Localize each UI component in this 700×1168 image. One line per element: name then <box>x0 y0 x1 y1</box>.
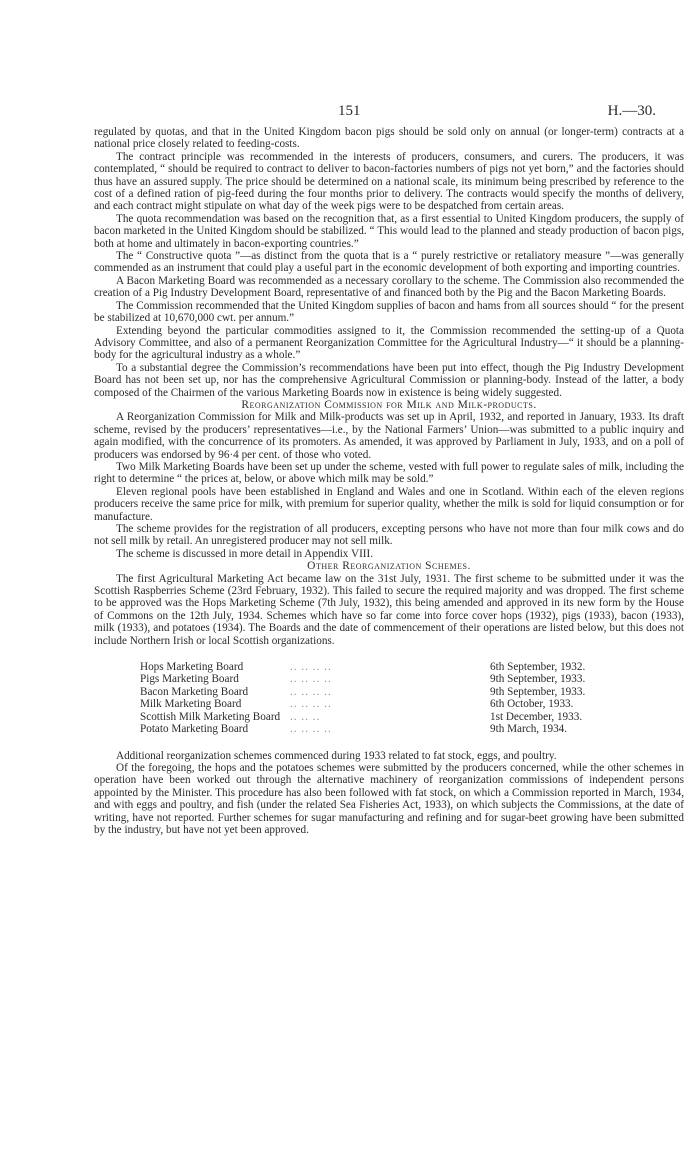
dot-leader: .. .. .. .. <box>290 723 332 736</box>
dot-leader: .. .. .. .. <box>290 673 332 686</box>
table-row <box>140 661 620 673</box>
table-row <box>140 723 620 735</box>
board-name: Bacon Marketing Board <box>140 685 249 698</box>
paragraph: The scheme provides for the registration of all producers, excepting persons who have not more than four milk cows and do not sell milk by retail. An unregistered producer may not sell milk. <box>94 523 684 548</box>
paragraph: The Commission recommended that the United Kingdom supplies of bacon and hams from all sources should “ for the present be stabilized at 10,670,000 cwt. per annum.” <box>94 299 684 325</box>
table-row <box>140 686 620 698</box>
board-date: 1st December, 1933. <box>490 710 583 723</box>
paragraph: The scheme is discussed in more detail in Appendix VIII. <box>116 547 374 560</box>
table-row <box>140 673 620 685</box>
paragraph: Of the foregoing, the hops and the potatoes schemes were submitted by the producers concerned, while the other schemes in operation have been worked out through the alternative machinery of reorganization commissions of independent persons appointed by the Minister. This procedure has also been followed with fat stock, on which a Commission reported in March, 1934, and with eggs and poultry, and fish (under the related Sea Fisheries Act, 1933), on which subjects the Commissions, at the date of writing, have not reported. Further schemes for sugar manufacturing and refining and for sugar-beet growing have been submitted by the industry, but have not yet been approved. <box>94 761 684 836</box>
board-name: Scottish Milk Marketing Board <box>140 710 281 723</box>
board-date: 9th September, 1933. <box>490 673 586 686</box>
dot-leader: .. .. .. .. <box>290 661 332 674</box>
paragraph: A Reorganization Commission for Milk and Milk-products was set up in April, 1932, and reported in January, 1933. Its draft scheme, revised by the producers’ representatives—i.e., by the National Farmers’ Union—was submitted to a public inquiry and again modified, with the concurrence of its promoters. As amended, it was approved by Parliament in July, 1933, and on a poll of producers was endorsed by 96·4 per cent. of those who voted. <box>94 411 684 461</box>
document-reference: H.—30. <box>607 103 656 119</box>
board-date: 9th March, 1934. <box>490 723 568 736</box>
board-name: Milk Marketing Board <box>140 698 242 711</box>
board-name: Potato Marketing Board <box>140 723 249 736</box>
paragraph: Two Milk Marketing Boards have been set up under the scheme, vested with full power to regulate sales of milk, including the right to determine “ the prices at, below, or above which milk may be sold.” <box>94 460 684 486</box>
paragraph: To a substantial degree the Commission’s recommendations have been put into effect, though the Pig Industry Development Board has not been set up, nor has the comprehensive Agricultural Commission or planning-body. Instead of the latter, a body composed of the Chairmen of the various Marketing Boards now in existence is being widely suggested. <box>94 361 684 399</box>
table-row <box>140 698 620 710</box>
board-name: Hops Marketing Board <box>140 661 244 674</box>
page-body <box>94 126 684 836</box>
marketing-boards-table <box>140 661 620 735</box>
board-name: Pigs Marketing Board <box>140 673 239 686</box>
page-number: 151 <box>338 103 361 119</box>
dot-leader: .. .. .. .. <box>290 698 332 711</box>
section-heading-milk: Reorganization Commission for Milk and Milk-products. <box>241 398 537 411</box>
paragraph: The contract principle was recommended in the interests of producers, consumers, and curers. The producers, it was contemplated, “ should be required to contract to deliver to bacon-factories numbers of pigs not yet born,” and the factories should thus have an assured supply. The price should be determined on a national scale, its minimum being prescribed by reference to the cost of a defined ration of pig-feed during the four months prior to delivery. The contracts would specify the months of delivery, and each contract might stipulate on what day of the week pigs were to be despatched from certain areas. <box>94 150 684 213</box>
table-row <box>140 711 620 723</box>
board-date: 6th September, 1932. <box>490 661 586 674</box>
board-date: 9th September, 1933. <box>490 685 586 698</box>
board-date: 6th October, 1933. <box>490 698 574 711</box>
paragraph: The “ Constructive quota ”—as distinct from the quota that is a “ purely restrictive or retaliatory measure ”—was generally commended as an instrument that could play a useful part in the economic development of both exporting and importing countries. <box>94 250 684 275</box>
paragraph: regulated by quotas, and that in the United Kingdom bacon pigs should be sold only on annual (or longer-term) contracts at a national price closely related to feeding-costs. <box>94 126 684 151</box>
paragraph: Eleven regional pools have been established in England and Wales and one in Scotland. Within each of the eleven regions producers receive the same price for milk, with premium for superior quality, whether the milk is sold for liquid consumption or for manufacture. <box>94 485 684 523</box>
paragraph: Extending beyond the particular commodities assigned to it, the Commission recommended the setting-up of a Quota Advisory Committee, and also of a permanent Reorganization Committee for the Agricultural Industry—“ it should be a planning-body for the agricultural industry as a whole.” <box>94 324 684 362</box>
paragraph: A Bacon Marketing Board was recommended as a necessary corollary to the scheme. The Commission also recommended the creation of a Pig Industry Development Board, representative of and financed both by the Pig and the Bacon Marketing Boards. <box>94 274 684 300</box>
section-heading-other-schemes: Other Reorganization Schemes. <box>307 560 471 573</box>
dot-leader: .. .. .. <box>290 710 321 723</box>
paragraph: Additional reorganization schemes commenced during 1933 related to fat stock, eggs, and poultry. <box>116 749 557 762</box>
dot-leader: .. .. .. .. <box>290 685 332 698</box>
paragraph: The quota recommendation was based on the recognition that, as a first essential to United Kingdom producers, the supply of bacon marketed in the United Kingdom should be stabilized. “ This would lead to the planned and steady production of bacon pigs, both at home and ultimately in bacon-exporting countries.” <box>94 212 684 250</box>
paragraph: The first Agricultural Marketing Act became law on the 31st July, 1931. The first scheme to be submitted under it was the Scottish Raspberries Scheme (23rd February, 1932). This failed to secure the required majority and was dropped. The first scheme to be approved was the Hops Marketing Scheme (7th July, 1932), this being amended and approved in its new form by the House of Commons on the 12th July, 1934. Schemes which have so far come into force cover hops (1932), pigs (1933), bacon (1933), milk (1933), and potatoes (1934). The Boards and the date of commencement of their operations are listed below, but this does not include Northern Irish or local Scottish organizations. <box>94 572 684 647</box>
